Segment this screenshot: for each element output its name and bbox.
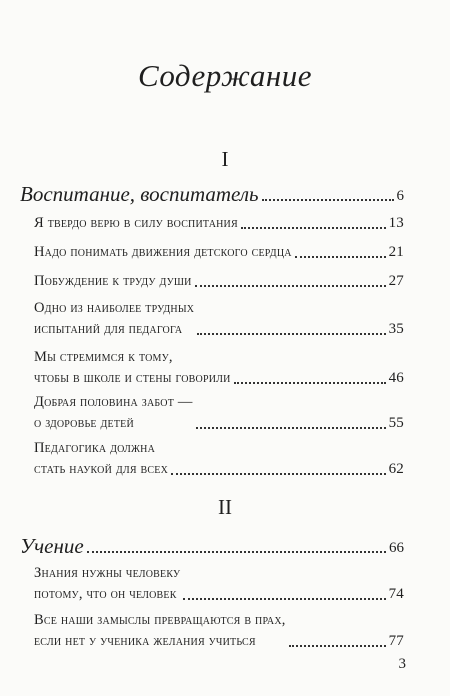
dot-leader [87, 551, 386, 553]
toc-entry[interactable] [34, 610, 404, 652]
dot-leader [234, 382, 386, 384]
page-number: 77 [388, 633, 404, 649]
toc-entry[interactable] [34, 392, 404, 434]
folio-page-number: 3 [398, 656, 406, 672]
dot-leader [196, 427, 386, 429]
dot-leader [171, 473, 386, 475]
page-number: 55 [388, 415, 404, 431]
toc-entry[interactable] [34, 213, 404, 234]
entry-line: Мы стремимся к тому, [34, 349, 173, 365]
entry-line: чтобы в школе и стены говорили [34, 370, 231, 386]
page-number: 35 [388, 321, 404, 337]
page-number: 13 [388, 215, 404, 231]
dot-leader [195, 285, 386, 287]
entry-text [34, 438, 168, 480]
entry-line: Добрая половина забот — [34, 394, 193, 410]
entry-line: Побуждение к труду души [34, 273, 192, 289]
toc-entry[interactable] [34, 347, 404, 389]
page-number: 6 [396, 188, 404, 204]
entry-line: Надо понимать движения детского сердца [34, 244, 292, 260]
page-number: 21 [388, 244, 404, 260]
dot-leader [295, 256, 386, 258]
page-title: Содержание [137, 58, 313, 93]
entry-text [34, 392, 193, 434]
toc-section[interactable] [20, 182, 404, 207]
entry-text [34, 563, 180, 605]
entry-text [34, 610, 286, 652]
toc-entry[interactable] [34, 271, 404, 292]
entry-line: если нет у ученика желания учиться [34, 633, 256, 649]
page-number: 46 [388, 370, 404, 386]
entry-text [34, 298, 194, 340]
entry-text [34, 347, 231, 389]
dot-leader [262, 199, 394, 201]
dot-leader [241, 227, 386, 229]
entry-line: Педагогика должна [34, 440, 156, 456]
part-number: II [218, 495, 232, 519]
toc-section[interactable] [20, 534, 404, 559]
dot-leader [289, 645, 386, 647]
toc-entry[interactable] [34, 563, 404, 605]
toc-entry[interactable] [34, 438, 404, 480]
page-number: 27 [388, 273, 404, 289]
entry-line: Я твердо верю в силу воспитания [34, 215, 238, 231]
entry-line: стать наукой для всех [34, 461, 169, 477]
section-title: Учение [20, 534, 84, 558]
page-number: 74 [388, 586, 404, 602]
entry-line: Знания нужны человеку [34, 565, 181, 581]
page-number: 62 [388, 461, 404, 477]
page-number: 66 [389, 540, 404, 556]
part-number: I [221, 147, 229, 171]
entry-line: испытаний для педагога [34, 321, 183, 337]
entry-line: Все наши замыслы превращаются в прах, [34, 612, 286, 628]
section-title: Воспитание, воспитатель [20, 182, 259, 206]
entry-line: Одно из наиболее трудных [34, 300, 195, 316]
entry-line: потому, что он человек [34, 586, 177, 602]
toc-entry[interactable] [34, 298, 404, 340]
toc-entry[interactable] [34, 242, 404, 263]
dot-leader [183, 598, 385, 600]
entry-line: о здоровье детей [34, 415, 134, 431]
dot-leader [197, 333, 385, 335]
